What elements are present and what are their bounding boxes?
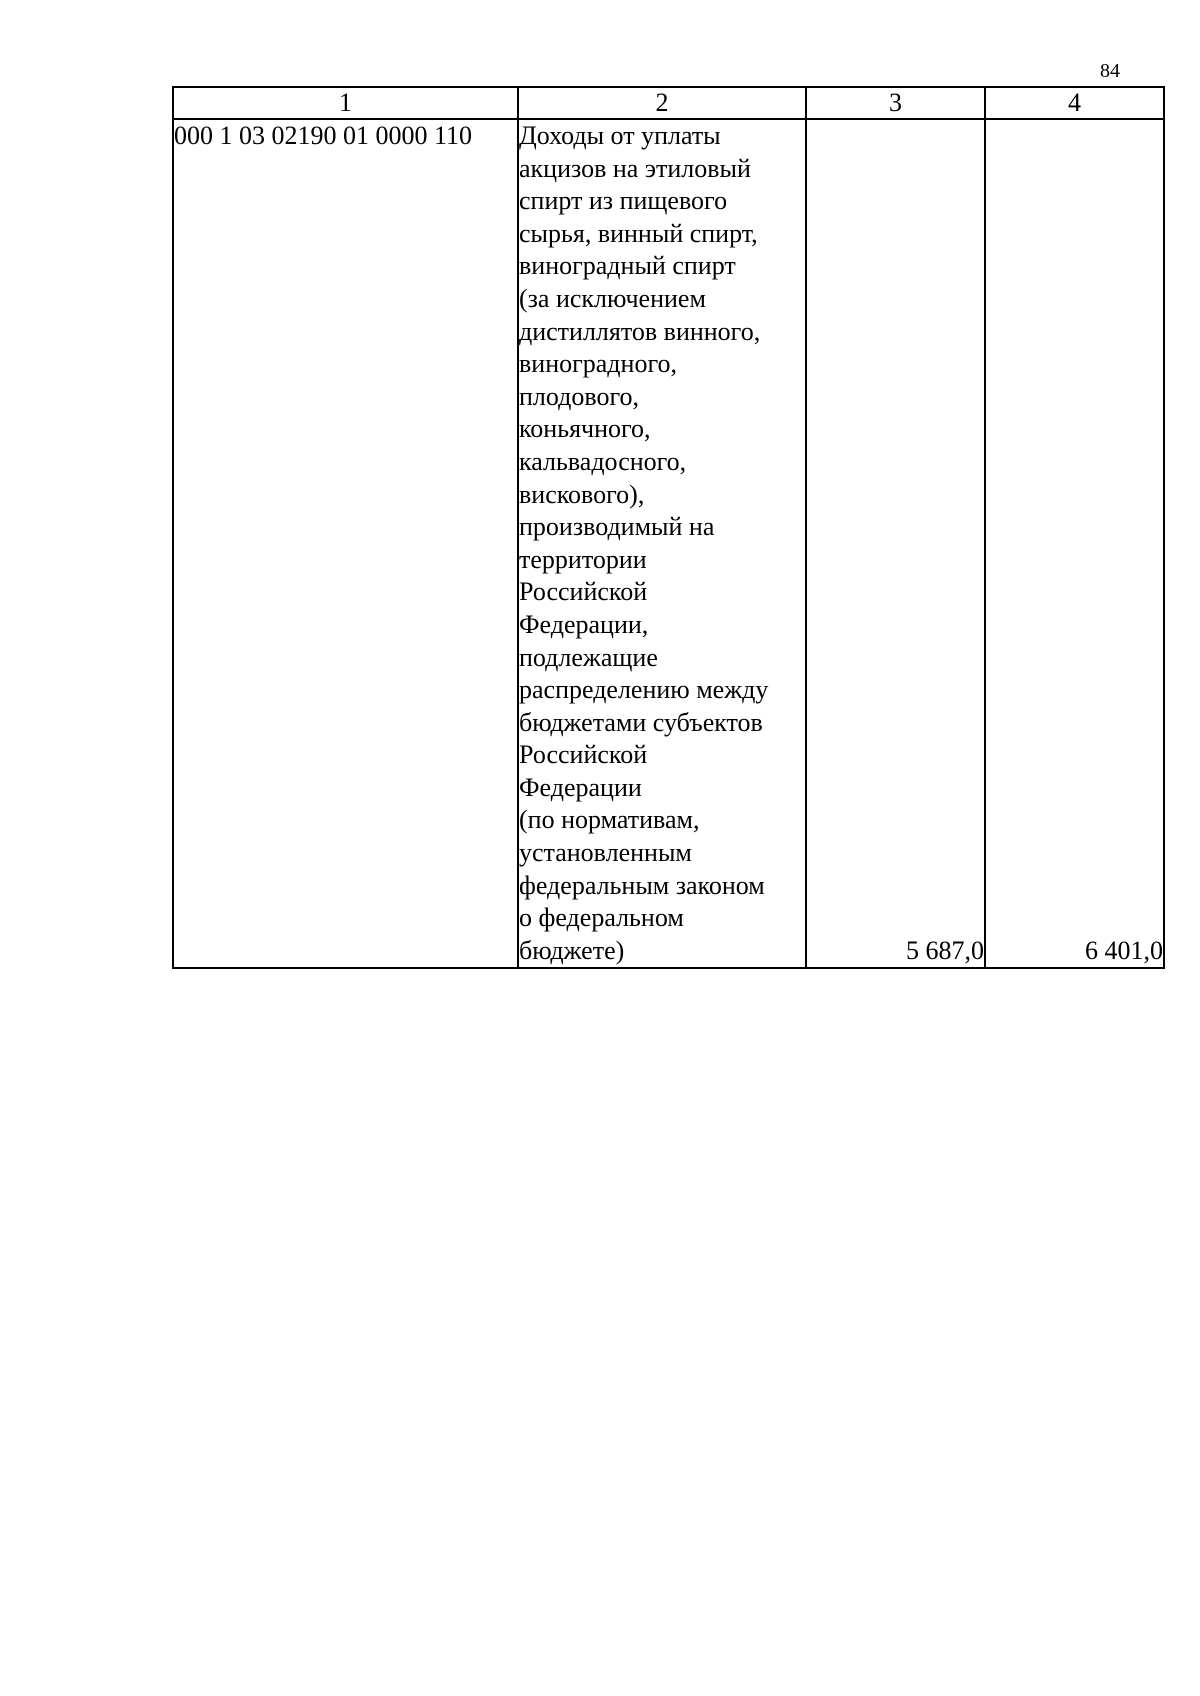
description-line: территории — [519, 544, 647, 574]
description-line: о федеральном — [519, 903, 684, 933]
description-line: Российской — [519, 740, 648, 770]
description-line: вискового), — [519, 479, 645, 509]
budget-revenue-table — [172, 86, 1165, 969]
description-line: плодового, — [519, 381, 639, 411]
description-line: (по нормативам, — [519, 805, 700, 835]
description-line: подлежащие — [519, 642, 658, 672]
column-header-1: 1 — [173, 87, 518, 119]
description-line: федеральным законом — [519, 870, 765, 900]
column-header-3: 3 — [806, 87, 985, 119]
column-header-4: 4 — [985, 87, 1164, 119]
revenue-description — [518, 119, 806, 968]
description-line: производимый на — [519, 512, 715, 542]
description-line: дистиллятов винного, — [519, 316, 761, 346]
description-line: спирт из пищевого — [519, 186, 728, 216]
description-line: акцизов на этиловый — [519, 153, 751, 183]
table-row — [173, 119, 1164, 968]
amount-column-4: 6 401,0 — [985, 119, 1164, 968]
column-header-2: 2 — [518, 87, 806, 119]
description-line: виноградный спирт — [519, 251, 736, 281]
description-line: Федерации, — [519, 609, 649, 639]
description-line: (за исключением — [519, 283, 706, 313]
amount-column-3: 5 687,0 — [806, 119, 985, 968]
description-line: виноградного, — [519, 349, 677, 379]
description-line: бюджетами субъектов — [519, 707, 763, 737]
description-line: кальвадосного, — [519, 446, 687, 476]
description-line: Федерации — [519, 772, 642, 802]
description-line: Доходы от уплаты — [519, 121, 721, 150]
page-number: 84 — [1100, 60, 1120, 82]
description-line: бюджете) — [519, 935, 625, 965]
description-line: распределению между — [519, 675, 769, 705]
budget-classification-code: 000 1 03 02190 01 0000 110 — [173, 119, 518, 968]
description-line: сырья, винный спирт, — [519, 218, 758, 248]
table-header-row — [173, 87, 1164, 119]
description-line: коньячного, — [519, 414, 651, 444]
description-line: Российской — [519, 577, 648, 607]
description-line: установленным — [519, 838, 692, 868]
